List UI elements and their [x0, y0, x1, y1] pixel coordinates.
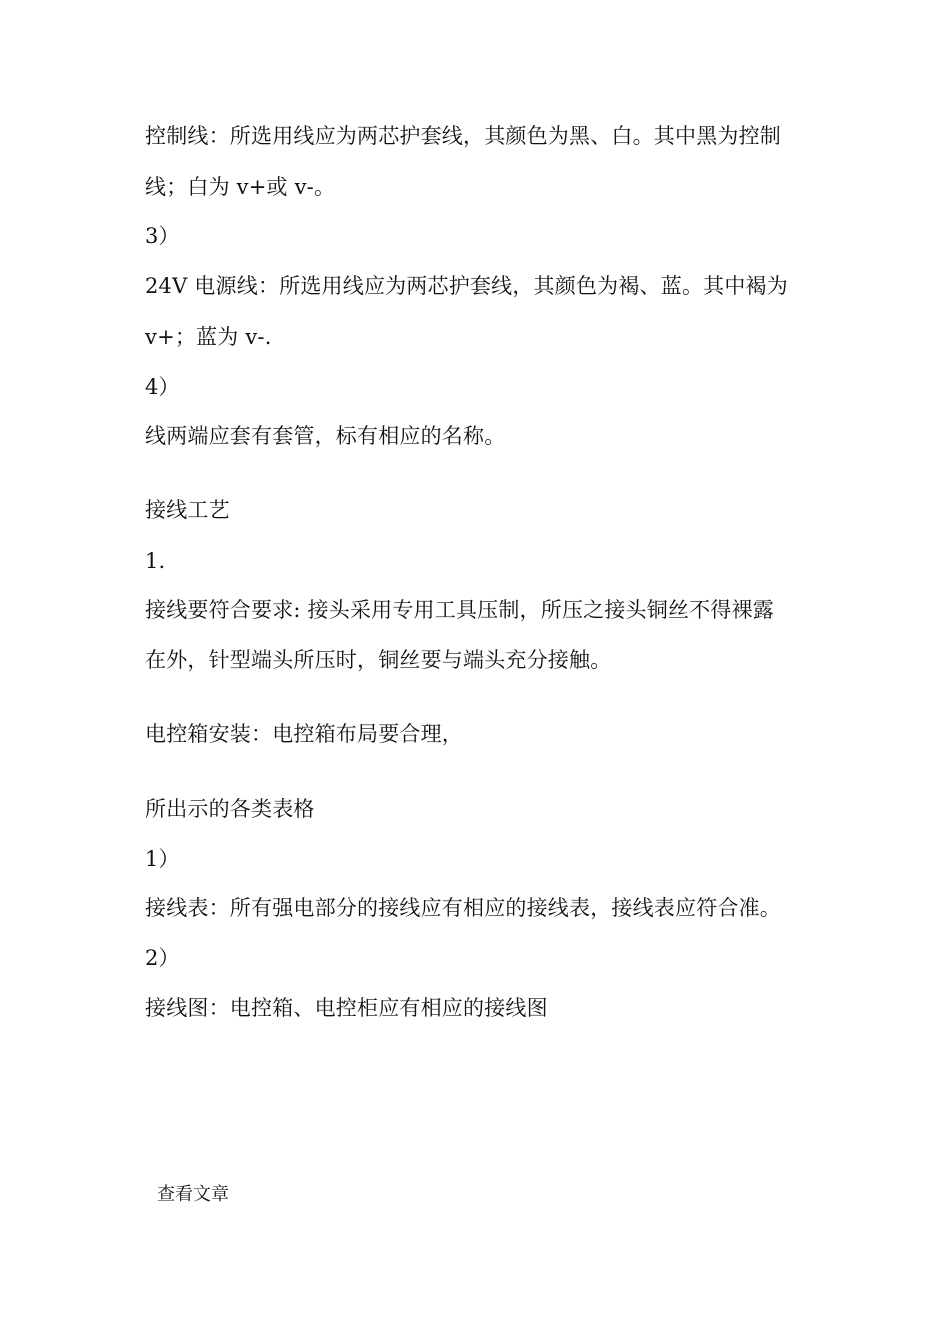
section-heading-wiring-process: 接线工艺: [145, 498, 230, 522]
section-heading-tables: 所出示的各类表格: [145, 797, 315, 821]
item-number-4: 4）: [145, 375, 180, 399]
paragraph-24v-power-wire: 24V 电源线：所选用线应为两芯护套线，其颜色为褐、蓝。其中褐为: [145, 274, 788, 298]
paragraph-wiring-table: 接线表：所有强电部分的接线应有相应的接线表，接线表应符合准。: [145, 896, 781, 920]
paragraph-wiring-requirements: 接线要符合要求: 接头采用专用工具压制，所压之接头铜丝不得裸露: [145, 598, 774, 622]
paragraph-24v-power-wire-cont: v+；蓝为 v-.: [145, 325, 272, 349]
paragraph-wire-sleeves: 线两端应套有套管，标有相应的名称。: [145, 424, 506, 448]
view-article-link[interactable]: 查看文章: [157, 1184, 229, 1205]
paragraph-wiring-requirements-cont: 在外，针型端头所压时，铜丝要与端头充分接触。: [145, 648, 612, 672]
paragraph-control-box-install: 电控箱安装：电控箱布局要合理，: [145, 722, 463, 746]
paragraph-wiring-diagram: 接线图：电控箱、电控柜应有相应的接线图: [145, 996, 548, 1020]
paragraph-control-wire: 控制线：所选用线应为两芯护套线，其颜色为黑、白。其中黑为控制: [145, 124, 781, 148]
item-number-1b: 1）: [145, 847, 180, 871]
item-number-1: 1.: [145, 549, 166, 573]
item-number-3: 3）: [145, 224, 180, 248]
item-number-2: 2）: [145, 946, 180, 970]
paragraph-control-wire-cont: 线；白为 v+或 v-。: [145, 175, 336, 199]
